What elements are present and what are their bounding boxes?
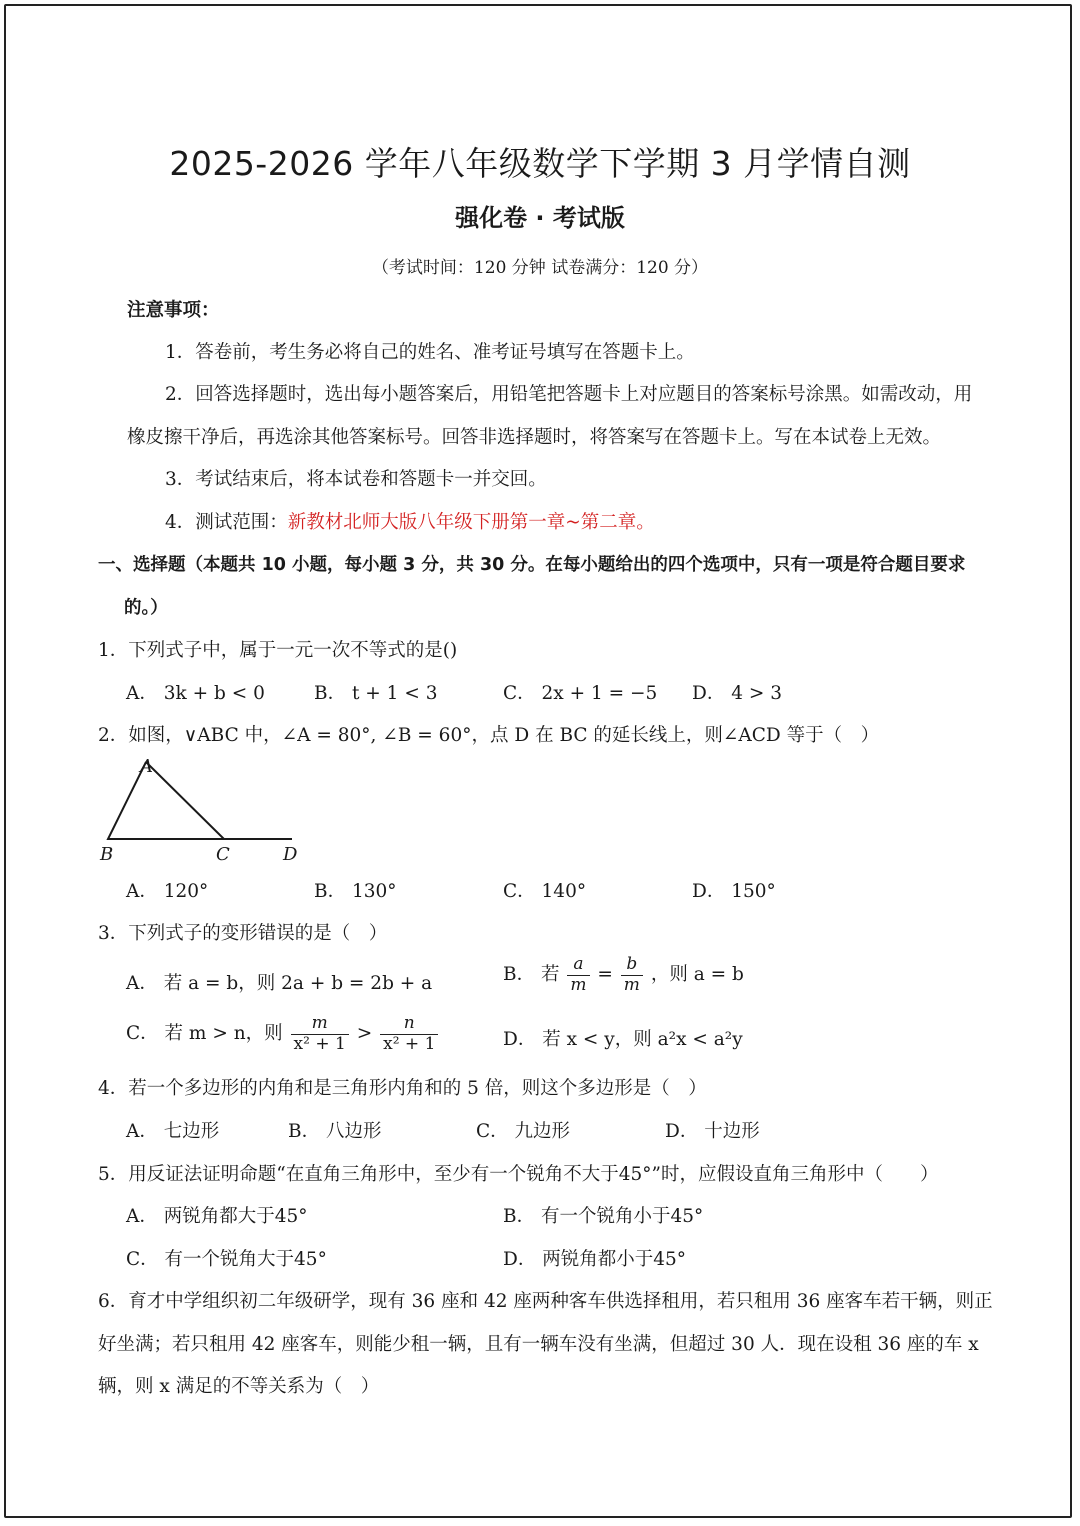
label-a: A [140, 756, 153, 777]
q3-stem: 3．下列式子的变形错误的是（ ） [98, 923, 388, 944]
label-b: B [100, 844, 114, 865]
q5-option-d: D． 两锐角都小于45° [503, 1249, 687, 1270]
q3-option-a: A． 若 a = b，则 2a + b = 2b + a [126, 973, 433, 994]
greater-sign: > [356, 1023, 373, 1045]
q3-b-suffix: ，则 a = b [650, 964, 744, 986]
q2-option-a: A． 120° [126, 881, 209, 902]
label-c: C [216, 844, 230, 865]
exam-subtitle: 强化卷 · 考试版 [455, 204, 625, 232]
q2-option-c: C． 140° [503, 881, 587, 902]
q1-option-a: A． 3k + b < 0 [126, 683, 265, 704]
q4-option-b: B． 八边形 [288, 1121, 382, 1142]
q2-option-d: D． 150° [692, 881, 776, 902]
q1-stem: 1．下列式子中，属于一元一次不等式的是() [98, 640, 458, 661]
section1-heading-line1: 一、选择题（本题共 10 小题，每小题 3 分，共 30 分。在每小题给出的四个选项中，只有一项是符合题目要求 [98, 555, 966, 575]
q6-line3: 辆，则 x 满足的不等关系为（ ） [98, 1376, 380, 1397]
fraction-n-over-x2plus1: $\frac{n}{\text{x² + 1}}$ [380, 1014, 438, 1054]
fraction-b-over-m: $\frac{b}{m}$ [621, 955, 643, 995]
exam-title: 2025-2026 学年八年级数学下学期 3 月学情自测 [169, 144, 911, 183]
q4-stem: 4．若一个多边形的内角和是三角形内角和的 5 倍，则这个多边形是（ ） [98, 1078, 707, 1099]
q6-line1: 6．育才中学组织初二年级研学，现有 36 座和 42 座两种客车供选择租用，若只租用 36 座客车若干辆，则正 [98, 1291, 993, 1312]
q2-stem: 2．如图，∨ABC 中，∠A = 80°, ∠B = 60°，点 D 在 BC 的延长线上，则∠ACD 等于（ ） [98, 725, 880, 746]
note-4 [165, 508, 655, 534]
q5-option-c: C． 有一个锐角大于45° [126, 1249, 327, 1270]
notes-heading: 注意事项： [127, 300, 220, 321]
q1-option-c: C． 2x + 1 = −5 [503, 683, 658, 704]
section1-heading-line2: 的。） [124, 598, 168, 618]
q5-stem: 5．用反证法证明命题“在直角三角形中，至少有一个锐角不大于45°”时，应假设直角三角形中（ ） [98, 1164, 939, 1185]
note-1: 1．答卷前，考生务必将自己的姓名、准考证号填写在答题卡上。 [165, 342, 695, 363]
note-2-line1: 2．回答选择题时，选出每小题答案后，用铅笔把答题卡上对应题目的答案标号涂黑。如需改动，用 [165, 384, 973, 405]
q5-option-a: A． 两锐角都大于45° [126, 1206, 308, 1227]
q1-option-d: D． 4 > 3 [692, 683, 783, 704]
q3-c-prefix: C． 若 m > n，则 [126, 1023, 283, 1045]
q3-option-b [503, 955, 744, 995]
q3-option-d: D． 若 x < y，则 a²x < a²y [503, 1029, 743, 1050]
q4-option-d: D． 十边形 [665, 1121, 760, 1142]
fraction-a-over-m: $\frac{a}{m}$ [567, 955, 589, 995]
q5-option-b: B． 有一个锐角小于45° [503, 1206, 704, 1227]
q3-option-c [126, 1014, 440, 1054]
exam-info: （考试时间：120 分钟 试卷满分：120 分） [371, 258, 709, 278]
note-3: 3．考试结束后，将本试卷和答题卡一并交回。 [165, 469, 547, 490]
q2-triangle-figure [96, 752, 316, 867]
note-4-scope: 新教材北师大版八年级下册第一章~第二章。 [287, 512, 655, 533]
q2-option-b: B． 130° [314, 881, 397, 902]
note-4-prefix: 4．测试范围： [165, 512, 288, 533]
q1-option-b: B． t + 1 < 3 [314, 683, 438, 704]
triangle-abc [108, 762, 224, 839]
equals-sign: = [597, 964, 613, 986]
label-d: D [283, 844, 298, 865]
q4-option-c: C． 九边形 [476, 1121, 571, 1142]
fraction-m-over-x2plus1: $\frac{m}{\text{x² + 1}}$ [291, 1014, 349, 1054]
note-2-line2: 橡皮擦干净后，再选涂其他答案标号。回答非选择题时，将答案写在答题卡上。写在本试卷上无效。 [127, 427, 942, 448]
q4-option-a: A． 七边形 [126, 1121, 220, 1142]
q6-line2: 好坐满；若只租用 42 座客车，则能少租一辆，且有一辆车没有坐满，但超过 30 人．现在设租 36 座的车 x [98, 1334, 979, 1355]
q3-b-prefix: B． 若 [503, 964, 560, 986]
